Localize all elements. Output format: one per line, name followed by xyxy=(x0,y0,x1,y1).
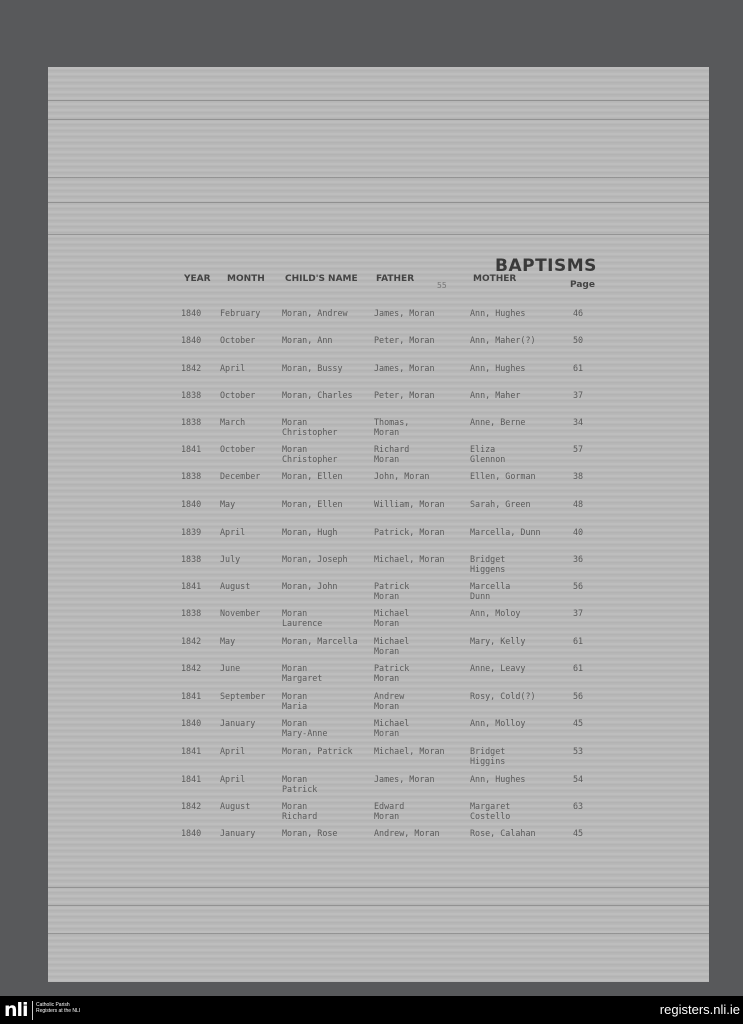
entry-page: 36 xyxy=(573,554,584,564)
entry-child-name: Moran, Ellen xyxy=(282,471,343,481)
entry-child-name: Moran Christopher xyxy=(282,444,338,464)
entry-page: 50 xyxy=(573,335,584,345)
entry-child-name: Moran Laurence xyxy=(282,608,323,628)
entry-year: 1842 xyxy=(181,363,202,373)
entry-month: April xyxy=(220,363,246,373)
entry-page: 61 xyxy=(573,663,584,673)
entry-page: 34 xyxy=(573,417,584,427)
entry-page: 54 xyxy=(573,774,584,784)
entry-father: Andrew Moran xyxy=(374,691,405,711)
entry-father: James, Moran xyxy=(374,774,435,784)
entry-father: William, Moran xyxy=(374,499,445,509)
entry-mother: Eliza Glennon xyxy=(470,444,506,464)
entry-year: 1840 xyxy=(181,718,202,728)
entry-child-name: Moran, Patrick xyxy=(282,746,353,756)
entry-child-name: Moran, John xyxy=(282,581,338,591)
register-page xyxy=(48,67,709,982)
nli-logo: nli xyxy=(4,999,28,1021)
entry-month: December xyxy=(220,471,261,481)
entry-year: 1838 xyxy=(181,390,202,400)
entry-child-name: Moran, Rose xyxy=(282,828,338,838)
entry-father: Andrew, Moran xyxy=(374,828,440,838)
entry-page: 63 xyxy=(573,801,584,811)
scan-line xyxy=(48,202,709,203)
scan-line xyxy=(48,177,709,178)
entry-mother: Ann, Maher xyxy=(470,390,521,400)
entry-father: James, Moran xyxy=(374,363,435,373)
scan-line xyxy=(48,905,709,906)
entry-child-name: Moran, Charles xyxy=(282,390,353,400)
entry-page: 53 xyxy=(573,746,584,756)
scan-line xyxy=(48,933,709,934)
scan-line xyxy=(48,119,709,120)
entry-father: Michael, Moran xyxy=(374,746,445,756)
entry-month: January xyxy=(220,828,256,838)
footer-bar xyxy=(0,996,743,1024)
entry-year: 1841 xyxy=(181,774,202,784)
entry-page: 38 xyxy=(573,471,584,481)
entry-year: 1841 xyxy=(181,691,202,701)
entry-mother: Rosy, Cold(?) xyxy=(470,691,536,701)
scan-line xyxy=(48,100,709,101)
entry-year: 1838 xyxy=(181,608,202,618)
entry-year: 1841 xyxy=(181,746,202,756)
entry-mother: Mary, Kelly xyxy=(470,636,526,646)
site-link[interactable]: registers.nli.ie xyxy=(659,1002,740,1017)
entry-father: Patrick, Moran xyxy=(374,527,445,537)
entry-father: Peter, Moran xyxy=(374,390,435,400)
entry-month: April xyxy=(220,774,246,784)
entry-month: August xyxy=(220,801,251,811)
entry-month: October xyxy=(220,444,256,454)
entry-month: March xyxy=(220,417,246,427)
entry-year: 1839 xyxy=(181,527,202,537)
entry-month: October xyxy=(220,335,256,345)
logo-divider xyxy=(32,1001,33,1020)
entry-page: 48 xyxy=(573,499,584,509)
entry-child-name: Moran Richard xyxy=(282,801,318,821)
entry-father: Patrick Moran xyxy=(374,581,410,601)
entry-child-name: Moran, Marcella xyxy=(282,636,358,646)
entry-page: 46 xyxy=(573,308,584,318)
entry-mother: Ann, Hughes xyxy=(470,363,526,373)
entry-month: July xyxy=(220,554,241,564)
entry-mother: Marcella, Dunn xyxy=(470,527,541,537)
entry-father: Michael, Moran xyxy=(374,554,445,564)
entry-mother: Ann, Maher(?) xyxy=(470,335,536,345)
page-mark: 55 xyxy=(437,281,447,290)
entry-father: Michael Moran xyxy=(374,718,410,738)
entry-child-name: Moran Christopher xyxy=(282,417,338,437)
entry-mother: Bridget Higgens xyxy=(470,554,506,574)
entry-year: 1838 xyxy=(181,471,202,481)
entry-father: James, Moran xyxy=(374,308,435,318)
entry-month: May xyxy=(220,636,236,646)
entry-month: November xyxy=(220,608,261,618)
entry-mother: Bridget Higgins xyxy=(470,746,506,766)
entry-child-name: Moran Margaret xyxy=(282,663,323,683)
entry-mother: Ann, Hughes xyxy=(470,774,526,784)
entry-father: John, Moran xyxy=(374,471,430,481)
entry-month: April xyxy=(220,527,246,537)
entry-year: 1838 xyxy=(181,417,202,427)
entry-mother: Rose, Calahan xyxy=(470,828,536,838)
header-year: YEAR xyxy=(184,274,211,284)
entry-month: August xyxy=(220,581,251,591)
entry-father: Patrick Moran xyxy=(374,663,410,683)
entry-month: February xyxy=(220,308,261,318)
entry-month: September xyxy=(220,691,266,701)
entry-child-name: Moran, Bussy xyxy=(282,363,343,373)
entry-year: 1840 xyxy=(181,499,202,509)
entry-year: 1840 xyxy=(181,335,202,345)
entry-father: Richard Moran xyxy=(374,444,410,464)
entry-month: April xyxy=(220,746,246,756)
entry-child-name: Moran, Ann xyxy=(282,335,333,345)
entry-mother: Ann, Molloy xyxy=(470,718,526,728)
entry-father: Michael Moran xyxy=(374,608,410,628)
entry-page: 57 xyxy=(573,444,584,454)
entry-year: 1842 xyxy=(181,636,202,646)
entry-year: 1838 xyxy=(181,554,202,564)
entry-month: May xyxy=(220,499,236,509)
entry-child-name: Moran, Ellen xyxy=(282,499,343,509)
entry-father: Edward Moran xyxy=(374,801,405,821)
entry-month: October xyxy=(220,390,256,400)
entry-page: 61 xyxy=(573,636,584,646)
entry-page: 37 xyxy=(573,390,584,400)
header-page: Page xyxy=(570,280,595,290)
entry-page: 56 xyxy=(573,581,584,591)
entry-page: 40 xyxy=(573,527,584,537)
register-title: BAPTISMS xyxy=(495,256,597,276)
header-month: MONTH xyxy=(227,274,265,284)
entry-month: June xyxy=(220,663,241,673)
entry-mother: Anne, Leavy xyxy=(470,663,526,673)
entry-mother: Margaret Costello xyxy=(470,801,511,821)
entry-child-name: Moran, Hugh xyxy=(282,527,338,537)
logo-caption: Catholic Parish Registers at the NLI xyxy=(36,1002,81,1014)
entry-mother: Marcella Dunn xyxy=(470,581,511,601)
entry-page: 61 xyxy=(573,363,584,373)
entry-mother: Ellen, Gorman xyxy=(470,471,536,481)
scan-line xyxy=(48,234,709,235)
entry-month: January xyxy=(220,718,256,728)
entry-child-name: Moran Mary-Anne xyxy=(282,718,328,738)
entry-mother: Anne, Berne xyxy=(470,417,526,427)
entry-page: 56 xyxy=(573,691,584,701)
header-father: FATHER xyxy=(376,274,415,284)
entry-year: 1841 xyxy=(181,444,202,454)
entry-year: 1842 xyxy=(181,663,202,673)
header-child-name: CHILD'S NAME xyxy=(285,274,358,284)
entry-page: 45 xyxy=(573,828,584,838)
scan-line xyxy=(48,887,709,888)
entry-child-name: Moran Patrick xyxy=(282,774,318,794)
header-mother: MOTHER xyxy=(473,274,517,284)
entry-year: 1841 xyxy=(181,581,202,591)
entry-father: Peter, Moran xyxy=(374,335,435,345)
entry-mother: Ann, Hughes xyxy=(470,308,526,318)
entry-year: 1840 xyxy=(181,828,202,838)
entry-child-name: Moran Maria xyxy=(282,691,308,711)
entry-child-name: Moran, Joseph xyxy=(282,554,348,564)
entry-mother: Ann, Moloy xyxy=(470,608,521,618)
entry-year: 1840 xyxy=(181,308,202,318)
entry-page: 45 xyxy=(573,718,584,728)
entry-mother: Sarah, Green xyxy=(470,499,531,509)
entry-page: 37 xyxy=(573,608,584,618)
entry-father: Michael Moran xyxy=(374,636,410,656)
entry-father: Thomas, Moran xyxy=(374,417,410,437)
entry-child-name: Moran, Andrew xyxy=(282,308,348,318)
entry-year: 1842 xyxy=(181,801,202,811)
